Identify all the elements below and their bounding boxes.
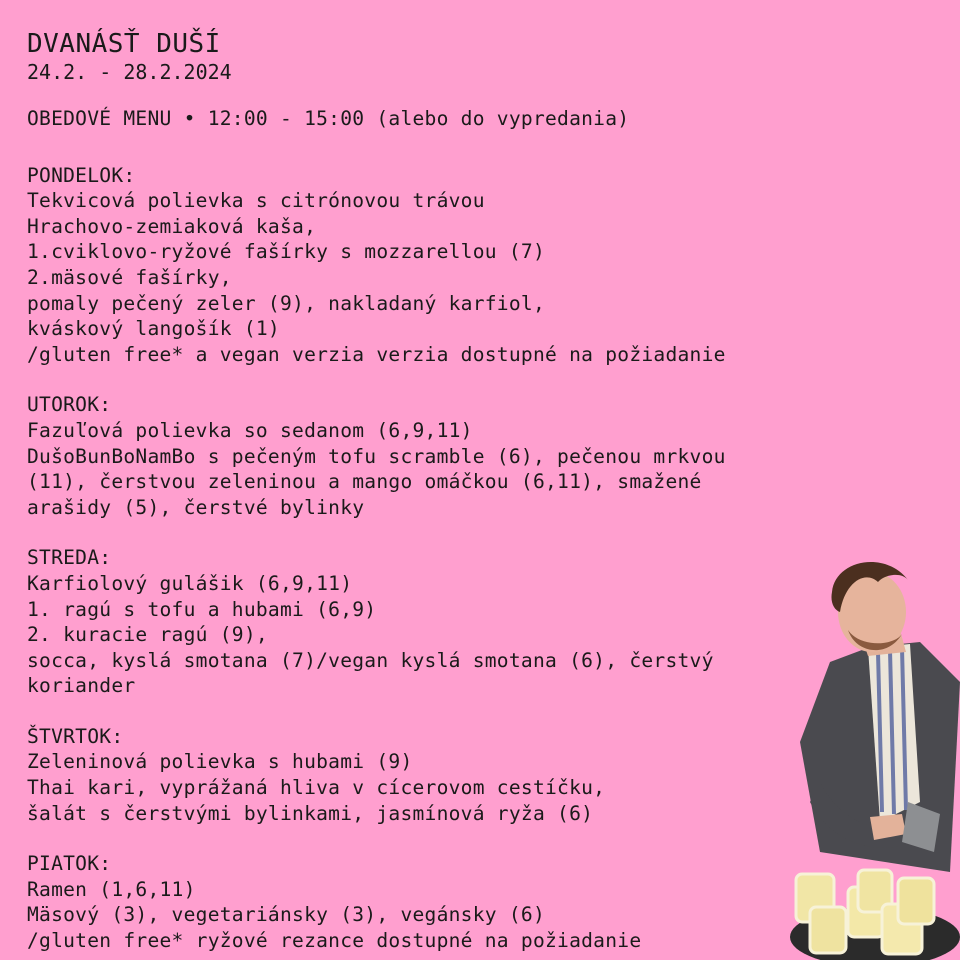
day-heading: PONDELOK: (27, 163, 136, 187)
menu-title: DVANÁSŤ DUŠÍ (27, 29, 221, 59)
menu-item-line: Ramen (1,6,11) (27, 877, 196, 901)
menu-hours: OBEDOVÉ MENU • 12:00 - 15:00 (alebo do vypredania) (27, 107, 630, 130)
day-section (27, 392, 927, 520)
menu-item-line: socca, kyslá smotana (7)/vegan kyslá smotana (6), čerstvý (27, 648, 714, 672)
menu-item-line: Thai kari, vyprážaná hliva v cícerovom cestíčku, (27, 776, 606, 800)
menu-item-line: Fazuľová polievka so sedanom (6,9,11) (27, 418, 473, 442)
day-heading: PIATOK: (27, 852, 112, 876)
menu-item-line: Mäsový (3), vegetariánsky (3), vegánsky (6) (27, 903, 545, 927)
menu-item-line: kváskový langošík (1) (27, 317, 280, 341)
menu-item-line: Tekvicová polievka s citrónovou trávou (27, 189, 485, 213)
menu-item-line: 1.cviklovo-ryžové fašírky s mozzarellou (7) (27, 240, 545, 264)
day-heading: STREDA: (27, 546, 112, 570)
menu-item-line: (11), čerstvou zeleninou a mango omáčkou (6,11), smažené (27, 470, 702, 494)
menu-item-line: /gluten free* ryžové rezance dostupné na požiadanie (27, 929, 642, 953)
menu-item-line: /gluten free* a vegan verzia verzia dostupné na požiadanie (27, 342, 726, 366)
menu-item-line: 1. ragú s tofu a hubami (6,9) (27, 597, 377, 621)
chef-photo (790, 552, 960, 960)
menu-item-line: koriander (27, 674, 136, 698)
menu-item-line: 2.mäsové fašírky, (27, 265, 232, 289)
menu-item-line: pomaly pečený zeler (9), nakladaný karfiol, (27, 291, 545, 315)
menu-item-line: Zeleninová polievka s hubami (9) (27, 750, 413, 774)
day-heading: UTOROK: (27, 393, 112, 417)
day-section (27, 163, 927, 368)
menu-dates: 24.2. - 28.2.2024 (27, 60, 232, 84)
menu-item-line: arašidy (5), čerstvé bylinky (27, 495, 365, 519)
menu-item-line: Hrachovo-zemiaková kaša, (27, 214, 317, 238)
menu-item-line: 2. kuracie ragú (9), (27, 623, 268, 647)
menu-item-line: DušoBunBoNamBo s pečeným tofu scramble (6), pečenou mrkvou (27, 444, 726, 468)
menu-item-line: Karfiolový gulášik (6,9,11) (27, 571, 353, 595)
day-heading: ŠTVRTOK: (27, 724, 124, 748)
menu-item-line: šalát s čerstvými bylinkami, jasmínová ryža (6) (27, 801, 594, 825)
